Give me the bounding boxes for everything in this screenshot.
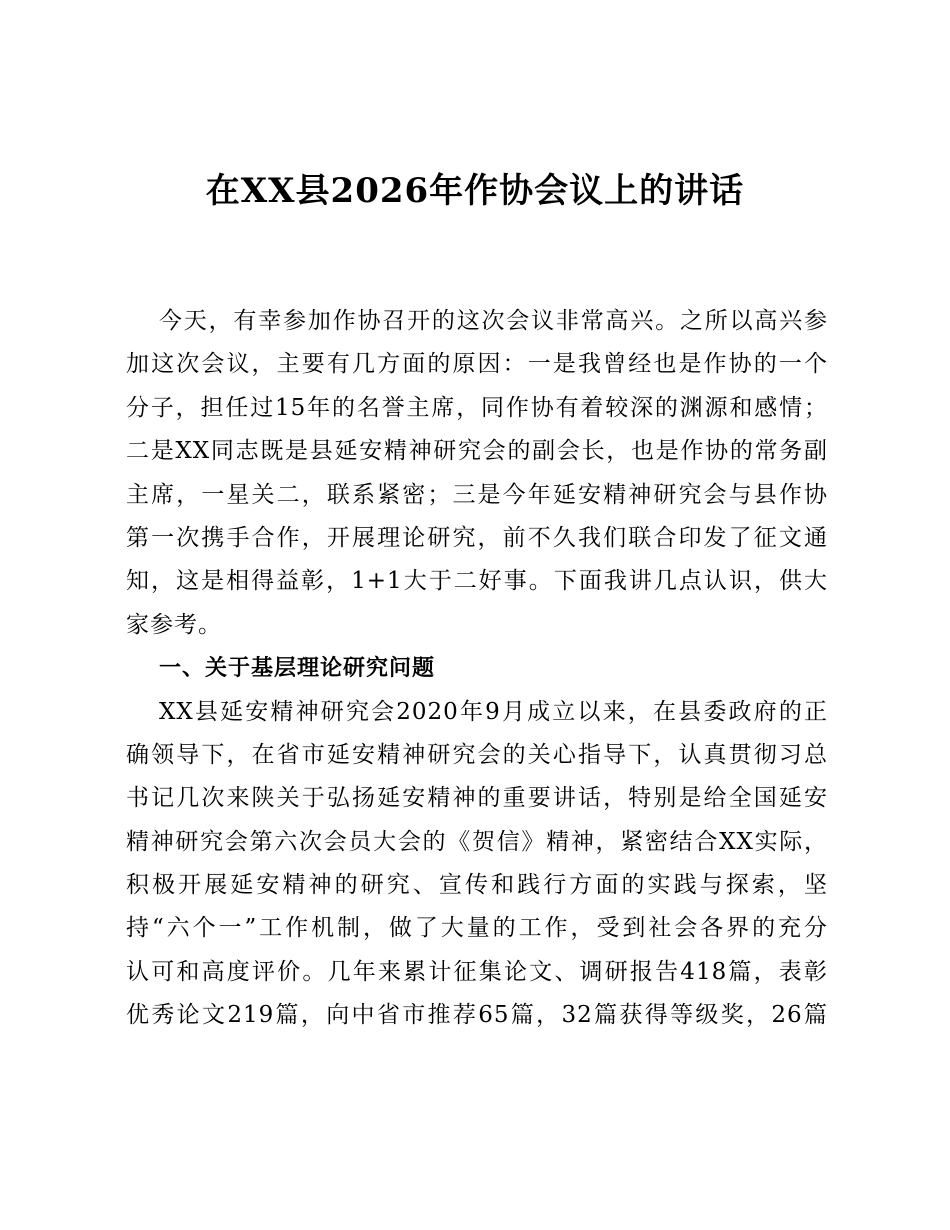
text-line: 今天，有幸参加作协召开的这次会议非常高兴。之所以高兴参 — [159, 308, 828, 334]
document-body — [126, 300, 828, 1038]
text-line: 积极开展延安精神的研究、宣传和践行方面的实践与探索，坚 — [126, 872, 828, 899]
text-line: 确领导下，在省市延安精神研究会的关心指导下，认真贯彻习总 — [126, 741, 828, 768]
text-line: 优秀论文219篇，向中省市推荐65篇，32篇获得等级奖，26篇 — [126, 1002, 828, 1029]
document-title: 在XX县2026年作协会议上的讲话 — [205, 171, 745, 211]
text-line: 第一次携手合作，开展理论研究，前不久我们联合印发了征文通 — [126, 524, 828, 551]
text-line: 精神研究会第六次会员大会的《贺信》精神，紧密结合XX实际， — [126, 828, 828, 855]
text-line: 分子，担任过15年的名誉主席，同作协有着较深的渊源和感情； — [126, 394, 828, 421]
paragraph-research — [126, 691, 828, 1038]
text-line: 认可和高度评价。几年来累计征集论文、调研报告418篇，表彰 — [126, 958, 828, 985]
text-line: 家参考。 — [126, 611, 222, 638]
text-line: XX县延安精神研究会2020年9月成立以来，在县委政府的正 — [159, 698, 828, 725]
text-line: 书记几次来陕关于弘扬延安精神的重要讲话，特别是给全国延安 — [126, 785, 828, 812]
text-line: 加这次会议，主要有几方面的原因：一是我曾经也是作协的一个 — [126, 351, 828, 378]
text-line: 知，这是相得益彰，1+1大于二好事。下面我讲几点认识，供大 — [126, 568, 828, 595]
text-line: 主席，一星关二，联系紧密；三是今年延安精神研究会与县作协 — [126, 481, 828, 508]
text-line: 二是XX同志既是县延安精神研究会的副会长，也是作协的常务副 — [126, 438, 828, 465]
text-line: 持“六个一”工作机制，做了大量的工作，受到社会各界的充分 — [126, 915, 828, 942]
paragraph-intro — [126, 300, 828, 647]
section-heading: 一、关于基层理论研究问题 — [159, 656, 436, 682]
